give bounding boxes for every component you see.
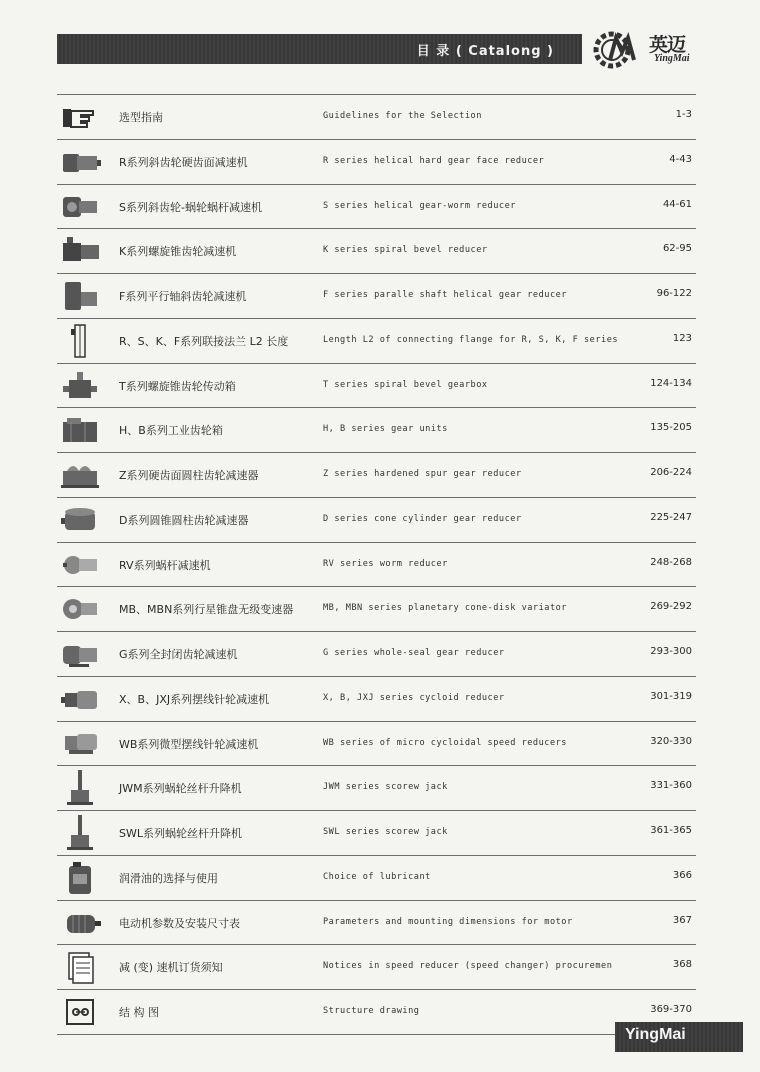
entry-pages: 366: [672, 869, 692, 881]
entry-title-en: X, B, JXJ series cycloid reducer: [323, 692, 505, 703]
catalog-entry: [57, 901, 696, 946]
industrial-gear-unit-icon: [59, 412, 103, 448]
catalog-entry: [57, 632, 696, 677]
pointing-hand-icon: [59, 99, 103, 135]
entry-title-cn: K系列螺旋锥齿轮减速机: [119, 245, 237, 259]
entry-title-cn: H、B系列工业齿轮箱: [119, 424, 223, 438]
entry-title-cn: G系列全封闭齿轮减速机: [119, 648, 238, 661]
entry-title-en: R series helical hard gear face reducer: [323, 155, 545, 166]
entry-title-en: Notices in speed reducer (speed changer) procuremen: [323, 961, 613, 972]
entry-pages: 320-330: [650, 735, 692, 747]
catalog-entry: [57, 274, 696, 319]
entry-pages: 368: [672, 959, 692, 971]
entry-title-cn: RV系列蜗杆减速机: [119, 558, 211, 572]
entry-title-cn: 电动机参数及安装尺寸表: [119, 916, 240, 930]
entry-pages: 124-134: [650, 377, 692, 389]
spiral-bevel-reducer-icon: [59, 233, 103, 269]
entry-title-en: D series cone cylinder gear reducer: [323, 513, 522, 524]
electric-motor-icon: [59, 905, 103, 941]
entry-pages: 293-300: [650, 646, 692, 657]
header-bar: [57, 34, 582, 64]
footer-brand: YingMai: [625, 1026, 686, 1043]
catalog-entry: [57, 543, 696, 588]
entry-title-en: T series spiral bevel gearbox: [323, 379, 488, 390]
entry-title-en: Length L2 of connecting flange for R, S, K, F series: [323, 334, 619, 345]
entry-title-en: WB series of micro cycloidal speed reducers: [323, 737, 567, 748]
entry-title-en: Parameters and mounting dimensions for motor: [323, 916, 573, 927]
flange-drawing-icon: [59, 323, 103, 359]
catalog-entry: [57, 185, 696, 230]
logo-english-name: YingMai: [654, 53, 690, 64]
bevel-gearbox-icon: [59, 368, 103, 404]
entry-title-cn: F系列平行轴斜齿轮减速机: [119, 290, 247, 303]
cycloid-reducer-icon: [59, 681, 103, 717]
entry-title-cn: WB系列微型摆线针轮减速机: [119, 737, 259, 751]
parallel-shaft-reducer-icon: [59, 278, 103, 314]
catalog-entry: [57, 677, 696, 722]
gear-logo-icon: [592, 30, 650, 70]
entry-title-cn: 减 (变) 速机订货须知: [119, 961, 223, 975]
entry-title-en: Choice of lubricant: [323, 871, 431, 882]
helical-worm-reducer-icon: [59, 189, 103, 225]
entry-title-en: MB, MBN series planetary cone-disk variator: [323, 603, 567, 614]
table-of-contents: [57, 94, 696, 1035]
lubricant-can-icon: [59, 860, 103, 896]
catalog-entry: [57, 587, 696, 632]
entry-title-cn: JWM系列蜗轮丝杆升降机: [119, 782, 242, 796]
entry-pages: 331-360: [650, 780, 692, 792]
micro-cycloid-reducer-icon: [59, 726, 103, 762]
entry-pages: 96-122: [656, 288, 692, 299]
entry-title-cn: R、S、K、F系列联接法兰 L2 长度: [119, 334, 289, 348]
entry-title-en: Structure drawing: [323, 1006, 420, 1016]
documents-icon: [59, 949, 103, 985]
entry-pages: 62-95: [662, 243, 692, 255]
catalog-entry: [57, 722, 696, 767]
entry-title-en: RV series worm reducer: [323, 558, 448, 569]
entry-title-cn: R系列斜齿轮硬齿面减速机: [119, 155, 248, 169]
logo-chinese-name: 英迈: [649, 34, 686, 56]
catalog-entry: [57, 498, 696, 543]
entry-pages: 123: [672, 332, 692, 344]
entry-title-cn: S系列斜齿轮-蜗轮蜗杆减速机: [119, 200, 262, 214]
worm-reducer-icon: [59, 547, 103, 583]
entry-pages: 269-292: [650, 601, 692, 613]
catalog-entry: [57, 94, 696, 140]
entry-title-cn: T系列螺旋锥齿轮传动箱: [119, 379, 236, 393]
entry-title-en: SWL series scorew jack: [323, 827, 448, 837]
company-logo: [592, 30, 702, 70]
entry-pages: 1-3: [675, 109, 692, 120]
helical-gear-reducer-icon: [59, 144, 103, 180]
entry-title-cn: 选型指南: [119, 111, 163, 124]
entry-title-cn: SWL系列蜗轮丝杆升降机: [119, 827, 242, 840]
entry-title-cn: X、B、JXJ系列摆线针轮减速机: [119, 692, 270, 706]
catalog-entry: [57, 319, 696, 364]
screw-jack-icon: [59, 770, 103, 806]
entry-title-en: F series paralle shaft helical gear reducer: [323, 290, 567, 300]
structure-drawing-icon: [59, 994, 103, 1030]
catalog-entry: [57, 229, 696, 274]
entry-title-en: H, B series gear units: [323, 424, 448, 435]
entry-pages: 44-61: [662, 198, 692, 210]
catalog-entry: [57, 453, 696, 498]
catalog-entry: [57, 811, 696, 856]
entry-pages: 206-224: [650, 467, 692, 478]
entry-pages: 4-43: [669, 153, 692, 165]
entry-title-cn: 润滑油的选择与使用: [119, 871, 218, 885]
entry-pages: 369-370: [650, 1004, 692, 1015]
entry-pages: 135-205: [650, 422, 692, 434]
cone-cylinder-reducer-icon: [59, 502, 103, 538]
entry-title-en: Z series hardened spur gear reducer: [323, 469, 522, 479]
entry-title-cn: Z系列硬齿面圆柱齿轮减速器: [119, 469, 259, 482]
catalog-entry: [57, 364, 696, 409]
spur-gear-reducer-icon: [59, 457, 103, 493]
entry-title-en: JWM series scorew jack: [323, 782, 448, 793]
catalog-entry: [57, 990, 696, 1035]
entry-pages: 361-365: [650, 825, 692, 836]
planetary-variator-icon: [59, 591, 103, 627]
entry-title-en: G series whole-seal gear reducer: [323, 648, 505, 658]
screw-jack-icon: [59, 815, 103, 851]
entry-pages: 367: [672, 914, 692, 926]
entry-pages: 248-268: [650, 556, 692, 568]
entry-title-en: S series helical gear-worm reducer: [323, 200, 516, 211]
sealed-gear-reducer-icon: [59, 636, 103, 672]
entry-title-en: K series spiral bevel reducer: [323, 245, 488, 256]
entry-pages: 301-319: [650, 690, 692, 702]
catalog-entry: [57, 856, 696, 901]
catalog-entry: [57, 945, 696, 990]
catalog-entry: [57, 140, 696, 185]
catalog-entry: [57, 408, 696, 453]
entry-title-cn: MB、MBN系列行星锥盘无级变速器: [119, 603, 294, 617]
catalog-title: 目 录 ( Catalong ): [416, 44, 554, 59]
entry-title-en: Guidelines for the Selection: [323, 111, 482, 121]
catalog-entry: [57, 766, 696, 811]
footer-brand-box: [615, 1022, 743, 1052]
entry-title-cn: 结 构 图: [119, 1006, 159, 1019]
entry-pages: 225-247: [650, 511, 692, 523]
entry-title-cn: D系列圆锥圆柱齿轮减速器: [119, 513, 249, 527]
